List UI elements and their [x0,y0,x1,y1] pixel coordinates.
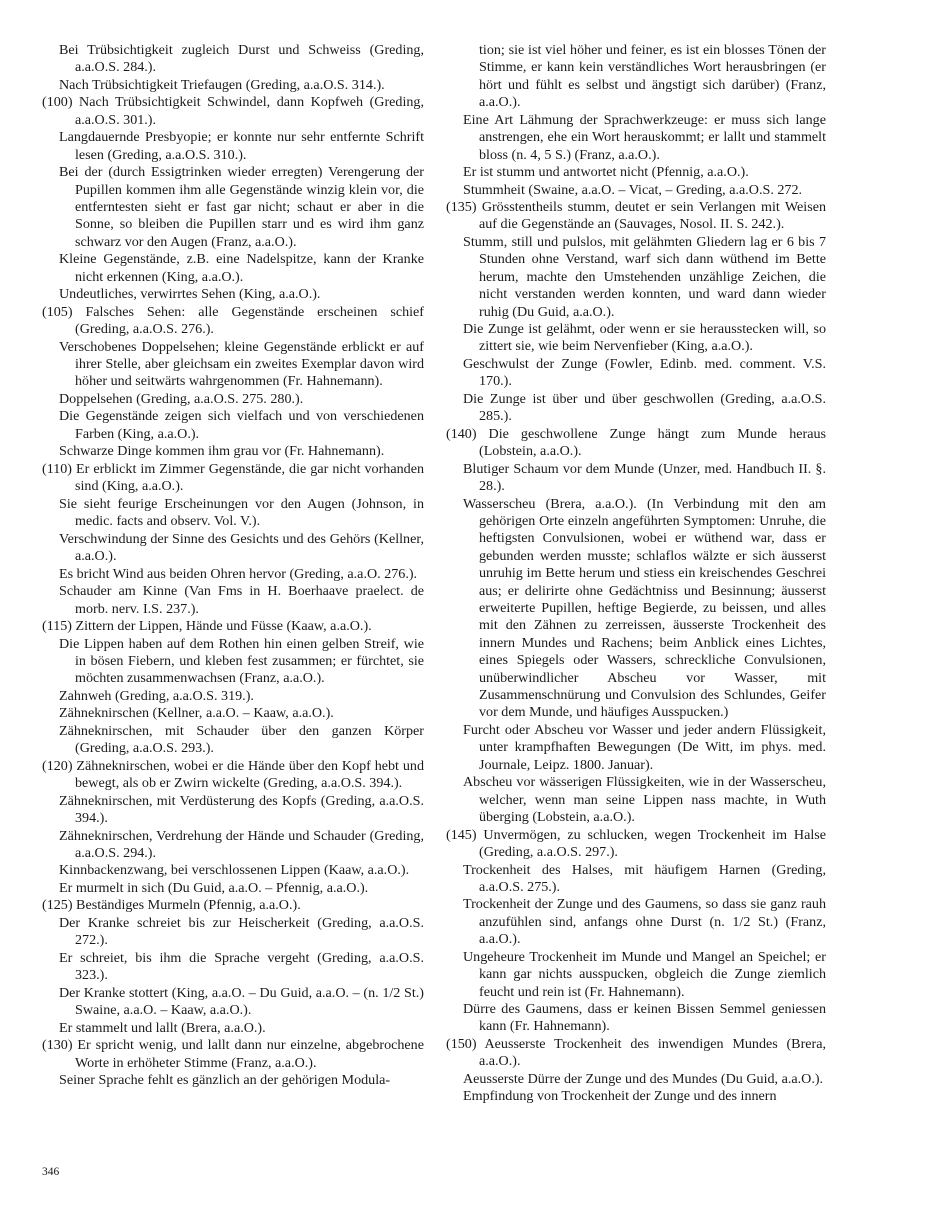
symptom-entry: Stummheit (Swaine, a.a.O. – Vicat, – Greding, a.a.O.S. 272. [463,181,803,198]
symptom-entry: Empfindung von Trockenheit der Zunge und des innern [463,1088,777,1105]
left-column [42,42,424,1090]
symptom-entry: Abscheu vor wässerigen Flüssigkeiten, wie in der Wasserscheu, welcher, wenn man seine Lippen nass machte, in Wuth überging (Lobstein, a.a.O.). [463,774,826,826]
symptom-entry: Trockenheit der Zunge und des Gaumens, so dass sie ganz rauh anzufühlen sind, anfangs ohne Durst (n. 1/2 St.) (Franz, a.a.O.). [463,896,826,948]
symptom-entry: Die Zunge ist gelähmt, oder wenn er sie herausstecken will, so zittert sie, wie beim Nervenfieber (King, a.a.O.). [463,321,826,355]
symptom-entry: Kinnbackenzwang, bei verschlossenen Lippen (Kaaw, a.a.O.). [59,862,410,879]
symptom-entry: Stumm, still und pulslos, mit gelähmten Gliedern lag er 6 bis 7 Stunden ohne Verstand, warf sich dann wüthend im Bette herum, machte den Umstehenden unzählige Zeichen, die nicht verstanden werden konnten, und ward dann wieder ruhig (Du Guid, a.a.O.). [463,233,826,320]
symptom-entry: (125) Beständiges Murmeln (Pfennig, a.a.O.). [42,897,301,914]
symptom-entry: Zähneknirschen, mit Schauder über den ganzen Körper (Greding, a.a.O.S. 293.). [59,722,424,757]
symptom-entry: Zahnweh (Greding, a.a.O.S. 319.). [59,687,254,704]
symptom-entry: Verschobenes Doppelsehen; kleine Gegenstände erblickt er auf ihrer Stelle, aber gleichsam ein zweites Exemplar davon wird höher und seitwärts wahrgenommen (Fr. Hahnemann). [59,338,424,390]
symptom-entry: Aeusserste Dürre der Zunge und des Mundes (Du Guid, a.a.O.). [463,1070,824,1087]
symptom-entry: Zähneknirschen, mit Verdüsterung des Kopfs (Greding, a.a.O.S. 394.). [59,792,424,827]
symptom-entry: Er ist stumm und antwortet nicht (Pfennig, a.a.O.). [463,164,749,181]
symptom-entry: (130) Er spricht wenig, und lallt dann nur einzelne, abgebrochene Worte in erhöheter Stimme (Franz, a.a.O.). [42,1037,424,1071]
symptom-entry: (120) Zähneknirschen, wobei er die Hände über den Kopf hebt und bewegt, als ob er Zwirn wickelte (Greding, a.a.O.S. 394.). [42,757,424,792]
symptom-entry: Der Kranke schreiet bis zur Heischerkeit (Greding, a.a.O.S. 272.). [59,914,424,949]
symptom-entry: Blutiger Schaum vor dem Munde (Unzer, med. Handbuch II. §. 28.). [463,460,826,495]
right-column [446,42,826,1106]
symptom-entry: Die Lippen haben auf dem Rothen hin einen gelben Streif, wie in bösen Fiebern, und kleben fest zusammen; er fürchtet, sie möchten zusammenwachsen (Franz, a.a.O.). [59,635,424,687]
symptom-entry: Kleine Gegenstände, z.B. eine Nadelspitze, kann der Kranke nicht erkennen (King, a.a.O.). [59,251,424,285]
symptom-entry: Doppelsehen (Greding, a.a.O.S. 275. 280.). [59,390,304,407]
symptom-entry: Zähneknirschen, Verdrehung der Hände und Schauder (Greding, a.a.O.S. 294.). [59,827,424,861]
symptom-entry: (140) Die geschwollene Zunge hängt zum Munde heraus (Lobstein, a.a.O.). [446,425,826,460]
page-number: 346 [42,1166,60,1178]
symptom-entry: Verschwindung der Sinne des Gesichts und des Gehörs (Kellner, a.a.O.). [59,530,424,565]
symptom-entry: Sie sieht feurige Erscheinungen vor den Augen (Johnson, in medic. facts and observ. Vol. V.). [59,495,424,530]
symptom-entry: Er schreiet, bis ihm die Sprache vergeht (Greding, a.a.O.S. 323.). [59,949,424,984]
symptom-entry: Der Kranke stottert (King, a.a.O. – Du Guid, a.a.O. – (n. 1/2 St.) Swaine, a.a.O. – Kaaw, a.a.O.). [59,984,424,1019]
symptom-entry: (115) Zittern der Lippen, Hände und Füsse (Kaaw, a.a.O.). [42,618,372,634]
symptom-entry: Furcht oder Abscheu vor Wasser und jeder andern Flüssigkeit, unter krampfhaften Bewegungen (De Witt, im phys. med. Journale, Leipz. 1800. Januar). [463,721,826,773]
symptom-entry: Langdauernde Presbyopie; er konnte nur sehr entfernte Schrift lesen (Greding, a.a.O.S. 310.). [59,129,424,163]
symptom-entry: Es bricht Wind aus beiden Ohren hervor (Greding, a.a.O. 276.). [59,565,418,582]
symptom-entry: (105) Falsches Sehen: alle Gegenstände erscheinen schief (Greding, a.a.O.S. 276.). [42,303,424,338]
symptom-entry: Dürre des Gaumens, dass er keinen Bissen Semmel geniessen kann (Fr. Hahnemann). [463,1001,826,1035]
symptom-entry: Eine Art Lähmung der Sprachwerkzeuge: er muss sich lange anstrengen, ehe ein Wort herauskommt; er lallt und stammelt bloss (n. 4, 5 S.) (Franz, a.a.O.). [463,111,826,163]
symptom-entry: (145) Unvermögen, zu schlucken, wegen Trockenheit im Halse (Greding, a.a.O.S. 297.). [446,826,826,860]
symptom-entry: Wasserscheu (Brera, a.a.O.). (In Verbindung mit den am gehörigen Orte einzeln angeführten Symptomen: Unruhe, die heftigsten Convulsionen, wobei er wüthend war, dass er gebunden werden musste; schlaflos wälzte er sich äusserst unruhig im Bette herum und stiess ein kreischendes Geschrei aus; er delirirte ohne Gedächtniss und Besinnung; äusserst erweiterte Pupillen, heftige Begierde, zu beissen, und alles mit den Zähnen zu zerreissen, äusserste Trockenheit des innern Mundes und Rachens; beim Anblick eines Lichtes, eines Spiegels oder Wassers, schreckliche Convulsionen, unüberwindlicher Abscheu vor Wasser, mit Zusammenschnürung und Convulsion des Schlundes, Geifer vor dem Munde, und häufiges Ausspucken.) [463,495,826,721]
symptom-entry: Bei der (durch Essigtrinken wieder erregten) Verengerung der Pupillen kommen ihm alle Gegenstände winzig klein vor, die entferntesten sieht er fast gar nicht; schaut er aber in die Sonne, so bleiben die Pupillen starr und es wird ihm ganz schwarz vor den Augen (Franz, a.a.O.). [59,164,424,250]
symptom-entry: Er stammelt und lallt (Brera, a.a.O.). [59,1019,266,1036]
symptom-entry: Seiner Sprache fehlt es gänzlich an der gehörigen Modula- [59,1072,391,1089]
symptom-entry: Geschwulst der Zunge (Fowler, Edinb. med. comment. V.S. 170.). [463,355,826,390]
symptom-entry: Die Zunge ist über und über geschwollen (Greding, a.a.O.S. 285.). [463,390,826,425]
symptom-entry: (150) Aeusserste Trockenheit des inwendigen Mundes (Brera, a.a.O.). [446,1035,826,1070]
symptom-entry: Schwarze Dinge kommen ihm grau vor (Fr. Hahnemann). [59,443,385,460]
symptom-entry: Undeutliches, verwirrtes Sehen (King, a.a.O.). [59,286,321,303]
symptom-entry: Er murmelt in sich (Du Guid, a.a.O. – Pfennig, a.a.O.). [59,879,369,896]
symptom-entry: Schauder am Kinne (Van Fms in H. Boerhaave praelect. de morb. nerv. I.S. 237.). [59,583,424,617]
symptom-entry: (110) Er erblickt im Zimmer Gegenstände, die gar nicht vorhanden sind (King, a.a.O.). [42,460,424,495]
symptom-entry: tion; sie ist viel höher und feiner, es ist ein blosses Tönen der Stimme, er kann kein verständliches Wort herausbringen (er hört und fühlt es selbst und ängstigt sich darüber) (Franz, a.a.O.). [479,42,826,111]
symptom-entry: Ungeheure Trockenheit im Munde und Mangel an Speichel; er kann gar nichts ausspucken, obgleich die Zunge ziemlich feucht und rein ist (Fr. Hahnemann). [463,948,826,1000]
symptom-entry: (100) Nach Trübsichtigkeit Schwindel, dann Kopfweh (Greding, a.a.O.S. 301.). [42,94,424,128]
symptom-entry: Trockenheit des Halses, mit häufigem Harnen (Greding, a.a.O.S. 275.). [463,861,826,895]
symptom-entry: Bei Trübsichtigkeit zugleich Durst und Schweiss (Greding, a.a.O.S. 284.). [59,42,424,76]
symptom-entry: Die Gegenstände zeigen sich vielfach und von verschiedenen Farben (King, a.a.O.). [59,408,424,442]
symptom-entry: (135) Grösstentheils stumm, deutet er sein Verlangen mit Weisen auf die Gegenstände an (Sauvages, Nosol. II. S. 242.). [446,199,826,233]
symptom-entry: Nach Trübsichtigkeit Triefaugen (Greding, a.a.O.S. 314.). [59,76,385,93]
symptom-entry: Zähneknirschen (Kellner, a.a.O. – Kaaw, a.a.O.). [59,705,334,722]
